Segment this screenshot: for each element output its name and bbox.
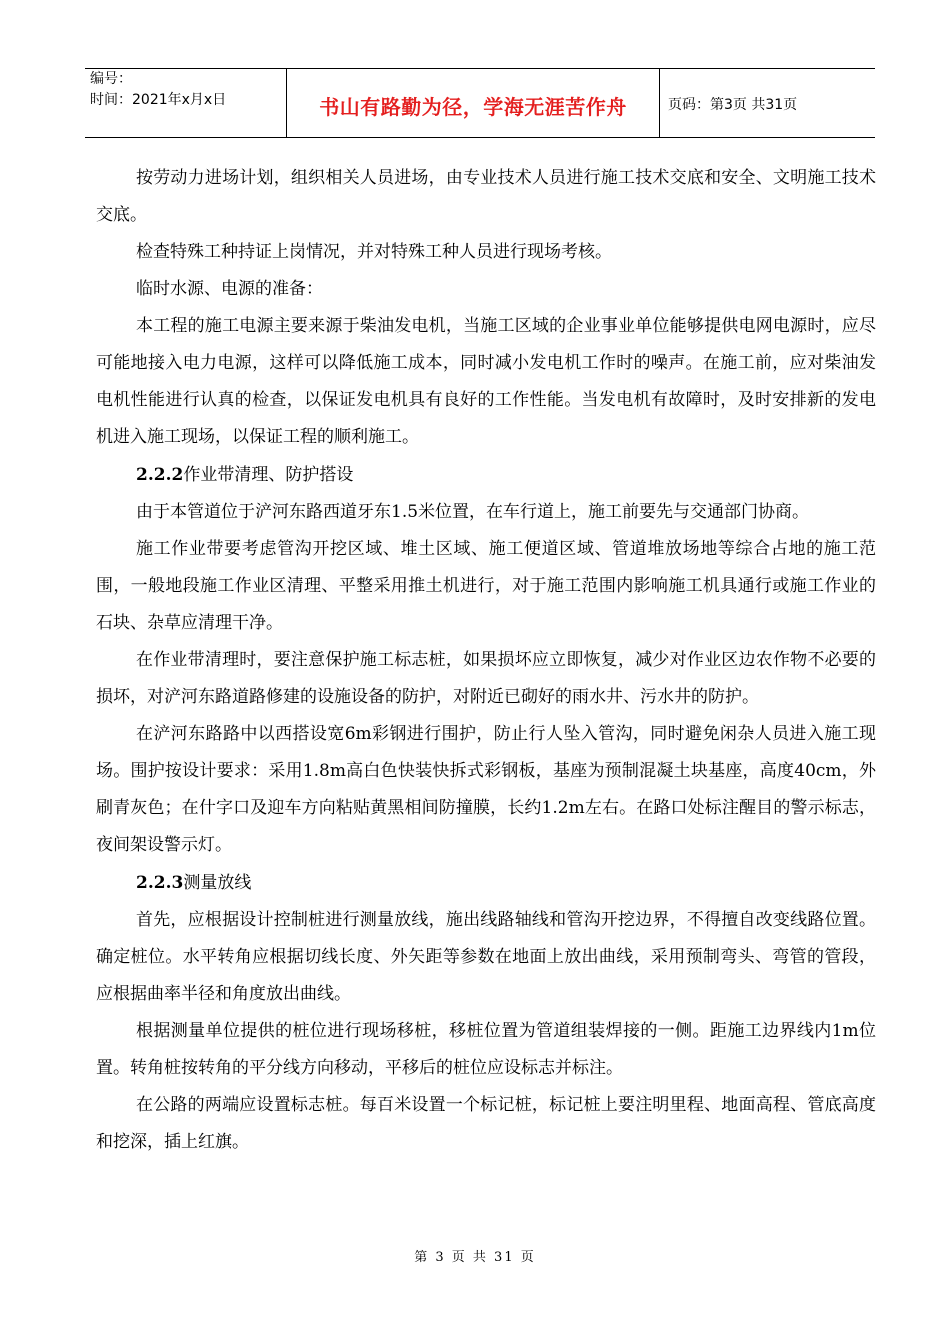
paragraph-pipeline-location: 由于本管道位于浐河东路西道牙东1.5米位置，在车行道上，施工前要先与交通部门协商。 <box>136 502 810 522</box>
paragraph-power-supply: 本工程的施工电源主要来源于柴油发电机，当施工区域的企业事业单位能够提供电网电源时，应尽可能地接入电力电源，这样可以降低施工成本，同时减小发电机工作时的噪声。在施工前，应对柴油发电机性能进行认真的检查，以保证发电机具有良好的工作性能。当发电机有故障时，及时安排新的发电机进入施工现场，以保证工程的顺利施工。 <box>96 316 876 447</box>
paragraph-pile-relocation: 根据测量单位提供的桩位进行现场移桩，移桩位置为管道组装焊接的一侧。距施工边界线内1m位置。转角桩按转角的平分线方向移动，平移后的桩位应设标志并标注。 <box>96 1021 876 1078</box>
page-footer: 第 3 页 共 31 页 <box>414 1250 536 1265</box>
document-number-label: 编号： <box>90 71 132 87</box>
header-page-cell <box>660 69 875 137</box>
section-number: 2.2.3 <box>136 873 184 893</box>
paragraph-fencing: 在浐河东路路中以西搭设宽6m彩钢进行围护，防止行人坠入管沟，同时避免闲杂人员进入施工现场。围护按设计要求：采用1.8m高白色快装快拆式彩钢板，基座为预制混凝土块基座，高度40cm，外刷青灰色；在什字口及迎车方向粘贴黄黑相间防撞膜，长约1.2m左右。在路口处标注醒目的警示标志，夜间架设警示灯。 <box>96 724 876 855</box>
header-motto-cell <box>286 69 660 137</box>
document-body <box>96 160 876 1161</box>
paragraph-marker-piles: 在公路的两端应设置标志桩。每百米设置一个标记桩，标记桩上要注明里程、地面高程、管底高度和挖深，插上红旗。 <box>96 1095 876 1152</box>
header-meta-cell <box>85 69 286 137</box>
document-time-label: 时间：2021年x月x日 <box>90 92 227 108</box>
header-page-code: 页码：第3页 共31页 <box>668 97 798 113</box>
section-number: 2.2.2 <box>136 465 184 485</box>
section-title: 作业带清理、防护搭设 <box>183 465 354 485</box>
page-header <box>85 68 875 138</box>
paragraph-temp-water-power: 临时水源、电源的准备： <box>136 279 323 299</box>
paragraph-labor-entry: 按劳动力进场计划，组织相关人员进场，由专业技术人员进行施工技术交底和安全、文明施工技术交底。 <box>96 168 876 225</box>
paragraph-special-workers: 检查特殊工种持证上岗情况，并对特殊工种人员进行现场考核。 <box>136 242 612 262</box>
section-heading-2-2-3 <box>96 864 876 902</box>
section-title: 测量放线 <box>183 873 252 893</box>
paragraph-clearing-protection: 在作业带清理时，要注意保护施工标志桩，如果损坏应立即恢复，减少对作业区边农作物不必要的损坏，对浐河东路道路修建的设施设备的防护，对附近已砌好的雨水井、污水井的防护。 <box>96 650 876 707</box>
paragraph-work-zone: 施工作业带要考虑管沟开挖区域、堆土区域、施工便道区域、管道堆放场地等综合占地的施工范围，一般地段施工作业区清理、平整采用推土机进行，对于施工范围内影响施工机具通行或施工作业的石块、杂草应清理干净。 <box>96 539 876 633</box>
section-heading-2-2-2 <box>96 456 876 494</box>
paragraph-survey-layout: 首先，应根据设计控制桩进行测量放线，施出线路轴线和管沟开挖边界，不得擅自改变线路位置。确定桩位。水平转角应根据切线长度、外矢距等参数在地面上放出曲线，采用预制弯头、弯管的管段，应根据曲率半径和角度放出曲线。 <box>96 910 876 1004</box>
header-motto: 书山有路勤为径，学海无涯苦作舟 <box>319 95 627 119</box>
